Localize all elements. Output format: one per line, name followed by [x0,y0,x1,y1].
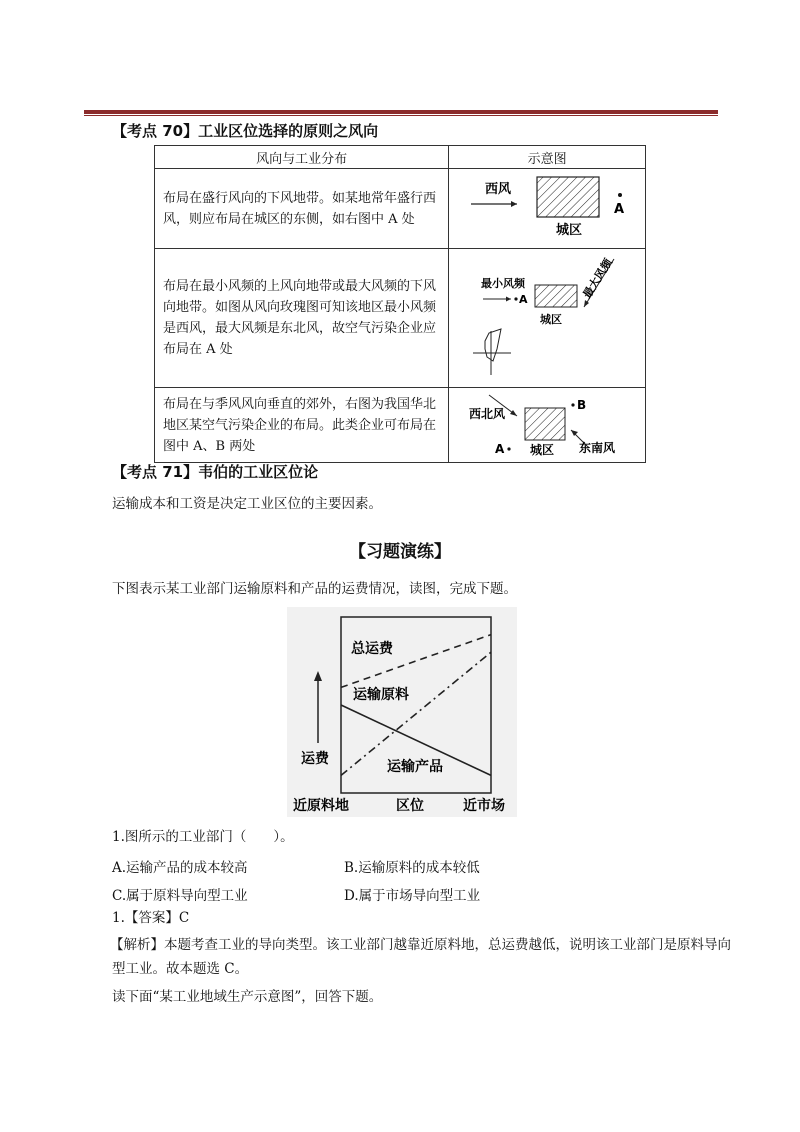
kaodian-71-text: 运输成本和工资是决定工业区位的主要因素。 [112,496,382,512]
kaodian-71-title: 【考点 71】韦伯的工业区位论 [112,463,319,481]
x-tick-label: 近市场 [463,798,505,814]
header-rule [84,110,718,114]
figure-cell [449,169,646,249]
answer-line: 1.【答案】C [112,910,190,926]
wind-frequency-diagram [449,249,644,383]
wind-rose [473,329,511,375]
question-stem: 1.图所示的工业部门（ ）。 [112,829,294,845]
city-area [537,177,599,217]
figure-cell [449,249,646,388]
table-header-cell: 示意图 [449,146,646,169]
point-b-label: B [577,398,587,412]
nw-wind-label: 西北风 [469,407,506,421]
city-area [525,408,565,440]
city-area [535,285,577,307]
point-marker [618,193,622,197]
point-label: A [519,293,528,306]
series-label-raw-material: 运输原料 [353,687,409,703]
table-cell-text: 布局在与季风风向垂直的郊外，右图为我国华北地区某空气污染企业的布局。此类企业可布局在图中 A、B 两处 [155,388,449,463]
point-a-label: A [495,442,505,456]
x-tick-label: 近原料地 [293,798,349,814]
y-axis-label: 运费 [301,751,329,767]
analysis-text: 【解析】本题考查工业的导向类型。该工业部门越靠近原料地，总运费越低，说明该工业部门是原料导向型工业。故本题选 C。 [110,937,731,977]
series-label-total-cost: 总运费 [351,641,393,657]
wind-arrow-head [511,201,517,207]
city-label: 城区 [540,313,563,326]
kaodian-70-title: 【考点 70】工业区位选择的原则之风向 [112,122,379,140]
practice-intro: 下图表示某工业部门运输原料和产品的运费情况，读图，完成下题。 [112,581,517,597]
min-wind-label: 最小风频 [481,277,526,290]
nw-wind-arrow-head [510,410,517,416]
city-label: 城区 [556,223,583,238]
x-axis-label: 区位 [396,798,424,814]
table-row [155,249,646,388]
point-marker [515,297,518,300]
se-wind-arrow-head [571,430,578,436]
freight-cost-chart-svg [287,607,517,817]
table-header-cell: 风向与工业分布 [155,146,449,169]
practice-title: 【习题演练】 [349,542,451,562]
se-wind-label: 东南风 [579,441,616,455]
next-question-intro: 读下面“某工业地域生产示意图”，回答下题。 [112,989,383,1005]
wind-label: 西风 [485,182,512,197]
point-marker-b [572,403,575,406]
option-b: B.运输原料的成本较低 [344,860,480,876]
city-label: 城区 [530,443,555,457]
option-c: C.属于原料导向型工业 [112,888,248,904]
wind-location-table [154,145,646,463]
header-rule-thin [84,115,718,116]
option-a: A.运输产品的成本较高 [112,860,248,876]
max-wind-label: 最大风频 [580,256,616,301]
min-wind-arrow-head [506,297,511,302]
figure-cell [449,388,646,463]
freight-cost-chart [287,607,517,817]
point-marker-a [508,447,511,450]
table-row [155,169,646,249]
monsoon-diagram [449,388,644,458]
rose-shape [485,329,501,361]
table-cell-text: 布局在盛行风向的下风地带。如某地常年盛行西风，则应布局在城区的东侧，如右图中 A 处 [155,169,449,249]
chart-background [287,607,517,817]
option-d: D.属于市场导向型工业 [344,888,481,904]
prevailing-wind-diagram [449,169,644,244]
point-label: A [614,202,625,217]
table-row [155,388,646,463]
table-cell-text: 布局在最小风频的上风向地带或最大风频的下风向地带。如图从风向玫瑰图可知该地区最小风频是西风，最大风频是东北风，故空气污染企业应布局在 A 处 [155,249,449,388]
table-header-row [155,146,646,169]
series-label-product: 运输产品 [387,759,443,775]
